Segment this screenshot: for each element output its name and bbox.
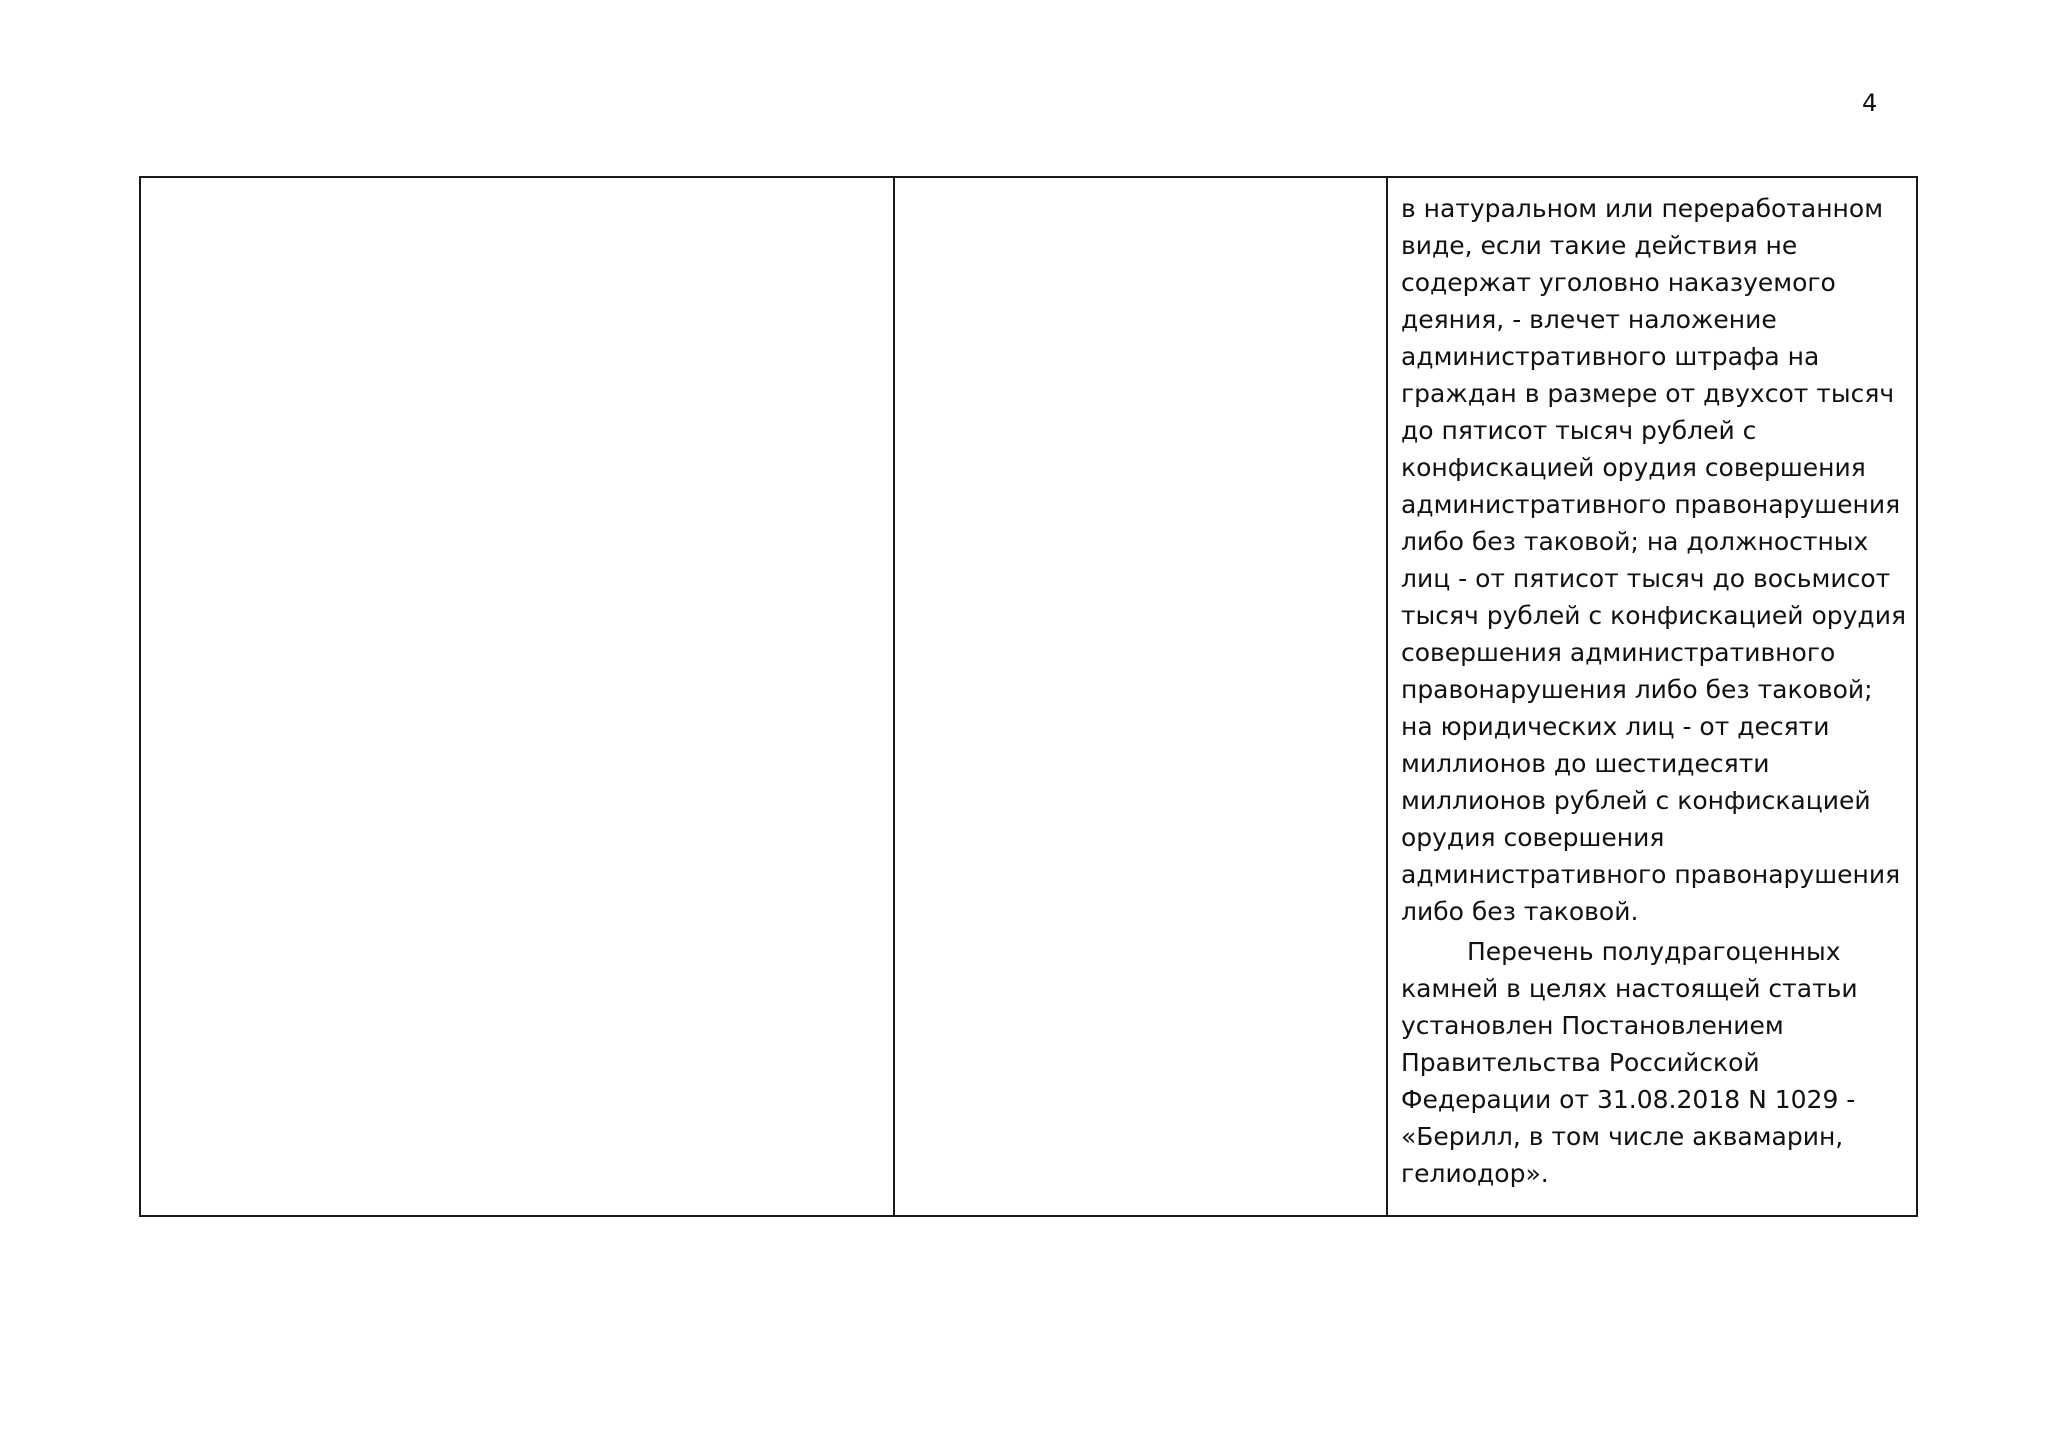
text-line: Федерации от 31.08.2018 N 1029 - xyxy=(1400,1085,1856,1114)
table-column-1 xyxy=(141,178,895,1215)
text-line: содержат уголовно наказуемого xyxy=(1400,268,1836,297)
text-line: либо без таковой. xyxy=(1400,897,1639,926)
text-line: миллионов рублей с конфискацией xyxy=(1400,786,1871,815)
text-line: установлен Постановлением xyxy=(1400,1011,1784,1040)
text-line: административного правонарушения xyxy=(1400,860,1901,889)
text-line: «Берилл, в том числе аквамарин, xyxy=(1400,1122,1844,1151)
table-column-2 xyxy=(895,178,1388,1215)
text-line: деяния, - влечет наложение xyxy=(1400,305,1777,334)
text-line: конфискацией орудия совершения xyxy=(1400,453,1866,482)
text-line: тысяч рублей с конфискацией орудия xyxy=(1400,601,1906,630)
paragraph-penalty-text xyxy=(1401,190,1906,930)
text-line: Перечень полудрагоценных xyxy=(1466,937,1841,966)
text-line: орудия совершения xyxy=(1400,823,1665,852)
text-line: граждан в размере от двухсот тысяч xyxy=(1400,379,1895,408)
text-line: до пятисот тысяч рублей с xyxy=(1400,416,1757,445)
document-table xyxy=(139,176,1918,1217)
text-line: лиц - от пятисот тысяч до восьмисот xyxy=(1400,564,1891,593)
text-line: Правительства Российской xyxy=(1400,1048,1760,1077)
text-line: камней в целях настоящей статьи xyxy=(1400,974,1858,1003)
page-number: 4 xyxy=(1862,89,1878,117)
text-line: правонарушения либо без таковой; xyxy=(1400,675,1873,704)
text-line: административного правонарушения xyxy=(1400,490,1901,519)
text-line: в натуральном или переработанном xyxy=(1400,194,1884,223)
text-line: либо без таковой; на должностных xyxy=(1400,527,1869,556)
text-line: гелиодор». xyxy=(1400,1159,1549,1188)
text-line: совершения административного xyxy=(1400,638,1836,667)
table-column-3 xyxy=(1388,178,1916,1215)
paragraph-gemstone-list-reference xyxy=(1401,933,1906,1192)
text-line: миллионов до шестидесяти xyxy=(1400,749,1770,778)
text-line: административного штрафа на xyxy=(1400,342,1820,371)
text-line: на юридических лиц - от десяти xyxy=(1400,712,1830,741)
text-line: виде, если такие действия не xyxy=(1400,231,1798,260)
